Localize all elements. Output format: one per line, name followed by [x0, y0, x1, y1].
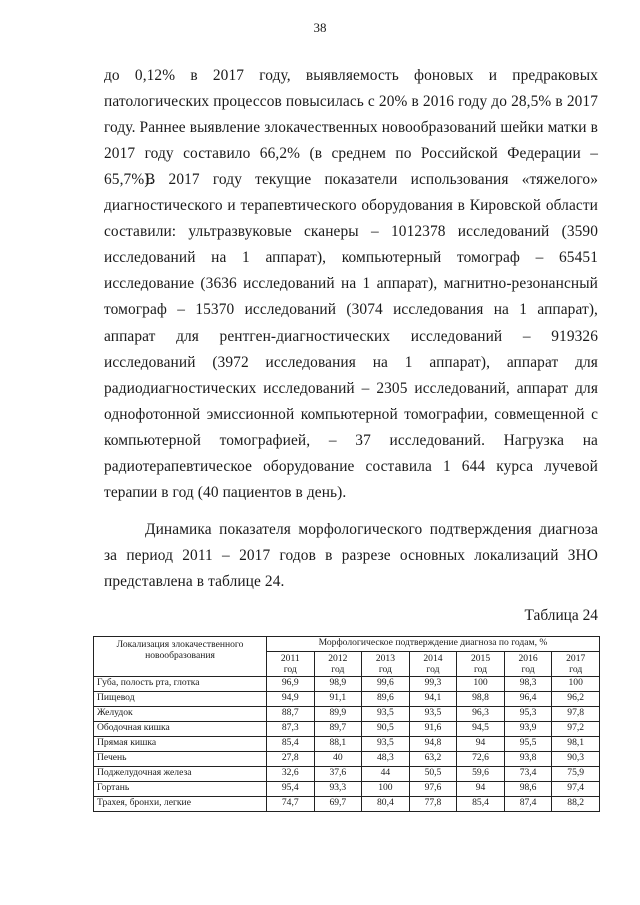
value-cell: 93,8 — [504, 752, 552, 767]
table-row — [94, 752, 600, 767]
value-cell: 94 — [457, 782, 505, 797]
value-cell: 96,4 — [504, 692, 552, 707]
year-unit: год — [331, 664, 345, 675]
year-header-2016 — [504, 652, 552, 677]
value-cell: 97,4 — [552, 782, 600, 797]
location-cell: Губа, полость рта, глотка — [94, 677, 267, 692]
value-cell: 97,8 — [552, 707, 600, 722]
value-cell: 95,4 — [267, 782, 315, 797]
value-cell: 87,4 — [504, 797, 552, 812]
year-label: 2011 — [280, 653, 300, 664]
year-unit: год — [473, 664, 488, 675]
table-row — [94, 737, 600, 752]
table-body — [94, 677, 600, 812]
value-cell: 77,8 — [409, 797, 457, 812]
value-cell: 88,2 — [552, 797, 600, 812]
value-cell: 73,4 — [504, 767, 552, 782]
paragraph-1: до 0,12% в 2017 году, выявляемость фоновых и предраковых патологических процессов повысилась с 20% в 2016 году до 28,5% в 2017 году. Раннее выявление злокачественных новообразований шейки матки в 2017 году составило 66,2% (в среднем по Российской Федерации – 65,7%). — [104, 67, 598, 189]
location-column-header: Локализация злокачественного новообразования — [94, 637, 267, 677]
table-row — [94, 707, 600, 722]
table-row — [94, 767, 600, 782]
value-cell: 40 — [314, 752, 362, 767]
location-cell: Ободочная кишка — [94, 722, 267, 737]
value-cell: 88,1 — [314, 737, 362, 752]
year-unit: год — [569, 664, 583, 675]
value-cell: 90,5 — [362, 722, 410, 737]
value-cell: 98,6 — [504, 782, 552, 797]
year-header-2014 — [409, 652, 457, 677]
value-cell: 93,5 — [409, 707, 457, 722]
table-header-row — [94, 637, 600, 652]
value-cell: 95,5 — [504, 737, 552, 752]
location-cell: Пищевод — [94, 692, 267, 707]
value-cell: 98,1 — [552, 737, 600, 752]
value-cell: 32,6 — [267, 767, 315, 782]
year-unit: год — [426, 664, 440, 675]
value-cell: 96,3 — [457, 707, 505, 722]
year-unit: год — [283, 664, 297, 675]
value-cell: 93,5 — [362, 707, 410, 722]
value-cell: 59,6 — [457, 767, 505, 782]
value-cell: 94,5 — [457, 722, 505, 737]
table-row — [94, 692, 600, 707]
location-cell: Трахея, бронхи, легкие — [94, 797, 267, 812]
location-cell: Поджелудочная железа — [94, 767, 267, 782]
year-unit: год — [521, 664, 535, 675]
value-cell: 93,5 — [362, 737, 410, 752]
year-header-2011 — [267, 652, 315, 677]
year-unit: год — [378, 664, 392, 675]
value-cell: 91,6 — [409, 722, 457, 737]
value-cell: 94,9 — [267, 692, 315, 707]
value-cell: 93,3 — [314, 782, 362, 797]
value-cell: 75,9 — [552, 767, 600, 782]
value-cell: 74,7 — [267, 797, 315, 812]
value-cell: 100 — [362, 782, 410, 797]
value-cell: 99,6 — [362, 677, 410, 692]
value-cell: 80,4 — [362, 797, 410, 812]
year-header-2015 — [457, 652, 505, 677]
paragraph-2: В 2017 году текущие показатели использования «тяжелого» диагностического и терапевтического оборудования в Кировской области составили: ультразвуковые сканеры – 1012378 исследований (3590 исследований на 1 аппарат), компьютерный томограф – 65451 исследование (3636 исследований на 1 аппарат), магнитно-резонансный томограф – 15370 исследований (3074 исследования на 1 аппарат), аппарат для рентген-диагностических исследований – 919326 исследований (3972 исследования на 1 аппарат), аппарат для радиодиагностических исследований – 2305 исследований, аппарат для однофотонной эмиссионной компьютерной томографии, совмещенной с компьютерной томографией, – 37 исследований. Нагрузка на радиотерапевтическое оборудование составила 1 644 курса лучевой терапии в год (40 пациентов в день). — [104, 171, 598, 502]
value-cell: 94 — [457, 737, 505, 752]
value-cell: 63,2 — [409, 752, 457, 767]
value-cell: 27,8 — [267, 752, 315, 767]
year-label: 2012 — [328, 653, 348, 664]
value-cell: 98,3 — [504, 677, 552, 692]
value-cell: 85,4 — [267, 737, 315, 752]
year-header-2012 — [314, 652, 362, 677]
value-cell: 88,7 — [267, 707, 315, 722]
location-cell: Печень — [94, 752, 267, 767]
value-cell: 37,6 — [314, 767, 362, 782]
value-cell: 44 — [362, 767, 410, 782]
page-number: 38 — [313, 20, 327, 35]
value-cell: 96,2 — [552, 692, 600, 707]
location-cell: Прямая кишка — [94, 737, 267, 752]
year-label: 2014 — [423, 653, 443, 664]
value-cell: 95,3 — [504, 707, 552, 722]
value-cell: 94,1 — [409, 692, 457, 707]
value-cell: 85,4 — [457, 797, 505, 812]
paragraph-3: Динамика показателя морфологического подтверждения диагноза за период 2011 – 2017 годов в разрезе основных локализаций ЗНО представлена в таблице 24. — [104, 521, 598, 591]
year-label: 2016 — [518, 653, 538, 664]
value-cell: 89,6 — [362, 692, 410, 707]
value-cell: 89,7 — [314, 722, 362, 737]
table-row — [94, 782, 600, 797]
year-header-2017 — [552, 652, 600, 677]
value-cell: 96,9 — [267, 677, 315, 692]
years-group-header: Морфологическое подтверждение диагноза по годам, % — [267, 637, 600, 652]
table-caption: Таблица 24 — [524, 607, 598, 624]
value-cell: 99,3 — [409, 677, 457, 692]
value-cell: 89,9 — [314, 707, 362, 722]
morphology-confirmation-table — [93, 636, 600, 812]
value-cell: 94,8 — [409, 737, 457, 752]
table-row — [94, 677, 600, 692]
location-cell: Гортань — [94, 782, 267, 797]
location-cell: Желудок — [94, 707, 267, 722]
value-cell: 100 — [552, 677, 600, 692]
value-cell: 90,3 — [552, 752, 600, 767]
value-cell: 97,2 — [552, 722, 600, 737]
value-cell: 87,3 — [267, 722, 315, 737]
year-label: 2013 — [375, 653, 395, 664]
value-cell: 72,6 — [457, 752, 505, 767]
value-cell: 98,9 — [314, 677, 362, 692]
year-header-2013 — [362, 652, 410, 677]
value-cell: 48,3 — [362, 752, 410, 767]
year-label: 2017 — [566, 653, 586, 664]
value-cell: 98,8 — [457, 692, 505, 707]
year-label: 2015 — [470, 653, 491, 664]
value-cell: 93,9 — [504, 722, 552, 737]
value-cell: 50,5 — [409, 767, 457, 782]
table-row — [94, 797, 600, 812]
table-row — [94, 722, 600, 737]
value-cell: 69,7 — [314, 797, 362, 812]
value-cell: 97,6 — [409, 782, 457, 797]
value-cell: 100 — [457, 677, 505, 692]
value-cell: 91,1 — [314, 692, 362, 707]
